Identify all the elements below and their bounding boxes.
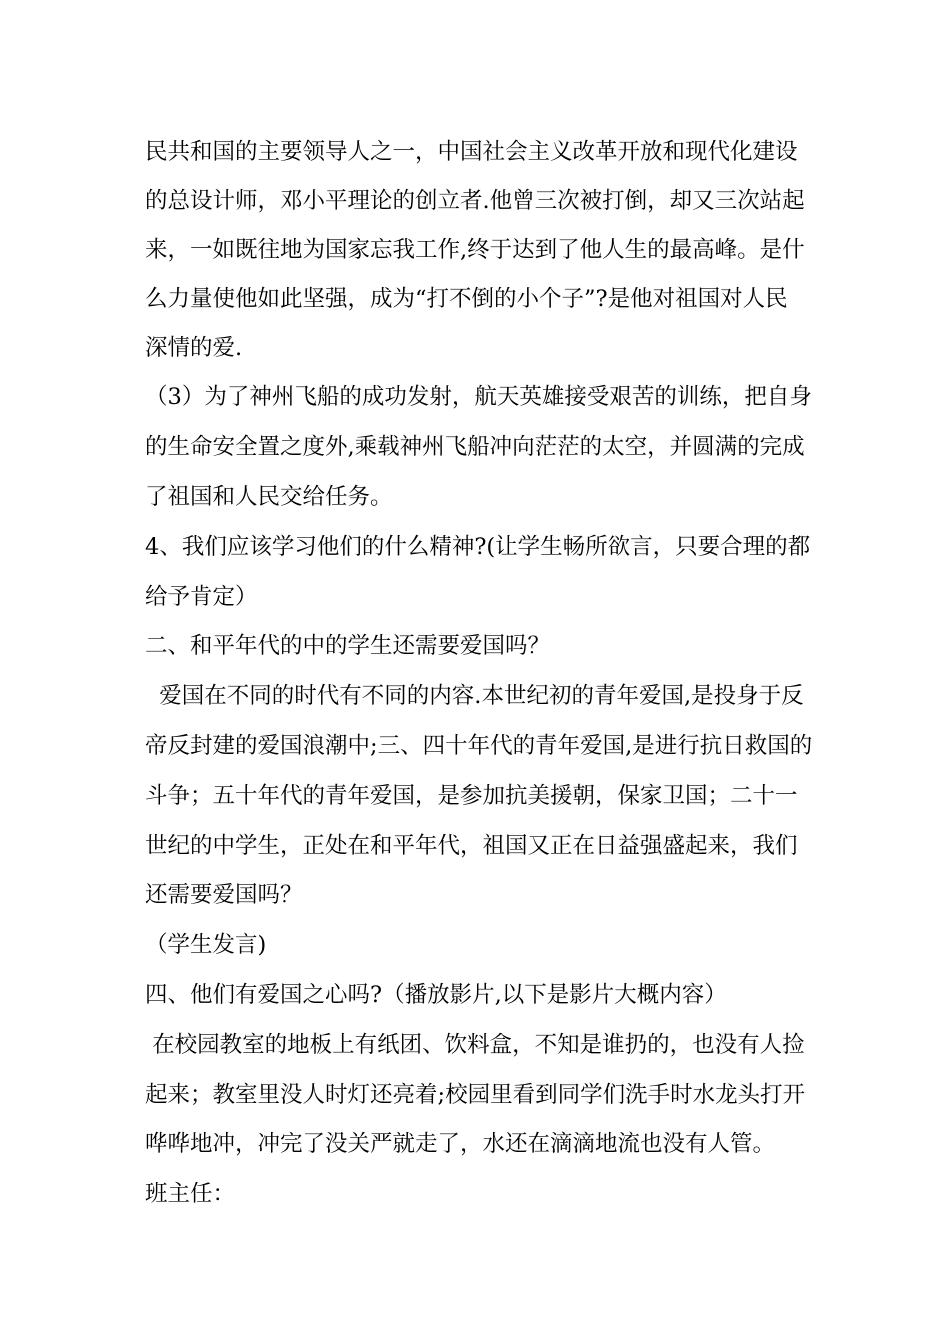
text-line: 斗争；五十年代的青年爱国，是参加抗美援朝，保家卫国；二十一 bbox=[145, 783, 798, 809]
section-heading: 二、和平年代的中的学生还需要爱国吗？ bbox=[145, 633, 551, 659]
text-line: 来，一如既往地为国家忘我工作,终于达到了他人生的最高峰。是什 bbox=[145, 237, 805, 263]
text-line: 4、我们应该学习他们的什么精神?(让学生畅所欲言，只要合理的都 bbox=[145, 534, 811, 560]
text-line: 的生命安全置之度外,乘载神州飞船冲向茫茫的太空，并圆满的完成 bbox=[145, 434, 805, 460]
text-line: 民共和国的主要领导人之一，中国社会主义改革开放和现代化建设 bbox=[145, 139, 798, 165]
text-line: 的总设计师，邓小平理论的创立者.他曾三次被打倒，却又三次站起 bbox=[145, 188, 805, 214]
text-line: 哗哗地冲，冲完了没关严就走了，水还在滴滴地流也没有人管。 bbox=[145, 1131, 776, 1157]
text-line: 给予肯定） bbox=[145, 584, 258, 610]
text-line: 起来；教室里没人时灯还亮着;校园里看到同学们洗手时水龙头打开 bbox=[145, 1082, 806, 1108]
text-line: （3）为了神州飞船的成功发射，航天英雄接受艰苦的训练，把自身 bbox=[145, 384, 812, 410]
text-line: （学生发言) bbox=[145, 932, 267, 958]
text-line: 帝反封建的爱国浪潮中;三、四十年代的青年爱国,是进行抗日救国的 bbox=[145, 733, 813, 759]
text-line: 么力量使他如此坚强，成为“打不倒的小个子”?是他对祖国对人民 bbox=[145, 286, 788, 312]
text-line: 在校园教室的地板上有纸团、饮料盒，不知是谁扔的，也没有人捡 bbox=[145, 1032, 805, 1058]
text-line: 班主任： bbox=[145, 1181, 236, 1207]
text-line: 深情的爱. bbox=[145, 335, 243, 361]
text-line: 了祖国和人民交给任务。 bbox=[145, 484, 393, 510]
text-line: 爱国在不同的时代有不同的内容.本世纪初的青年爱国,是投身于反 bbox=[145, 683, 804, 709]
text-line: 还需要爱国吗？ bbox=[145, 882, 303, 908]
text-line: 世纪的中学生，正处在和平年代，祖国又正在日益强盛起来，我们 bbox=[145, 833, 798, 859]
section-heading: 四、他们有爱国之心吗?（播放影片,以下是影片大概内容） bbox=[145, 982, 727, 1008]
